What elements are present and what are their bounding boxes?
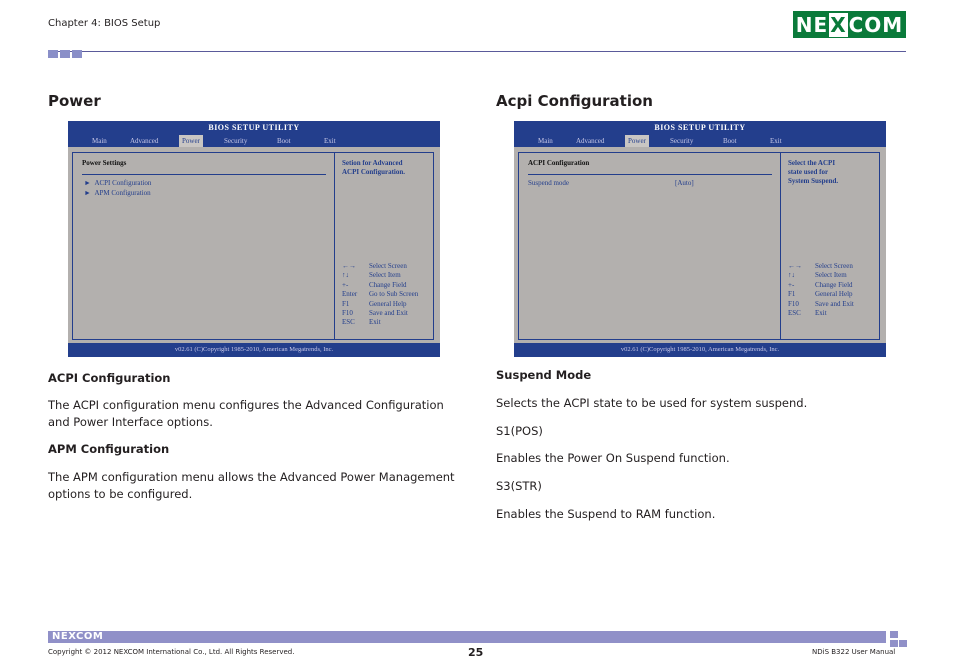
bios-menu-exit[interactable]: Exit: [770, 137, 782, 145]
paragraph-s1: S1(POS): [496, 424, 543, 438]
footer-logo: NEXCOM: [52, 631, 104, 642]
bios-menu-security[interactable]: Security: [224, 137, 248, 145]
bios-menu-power[interactable]: Power: [625, 135, 649, 147]
bios-key-row: ESC Exit: [788, 309, 827, 318]
bios-footer: v02.61 (C)Copyright 1985-2010, American Megatrends, Inc.: [68, 343, 440, 357]
bios-arrow-icon: ►: [84, 179, 91, 187]
bios-menu: [514, 135, 886, 147]
bios-setting-label[interactable]: Suspend mode: [528, 179, 570, 187]
footer-block: [899, 640, 907, 647]
bios-screen-power: [68, 121, 440, 357]
bios-menu-security[interactable]: Security: [670, 137, 694, 145]
section-title-acpi: Acpi Configuration: [496, 92, 653, 110]
bios-item-apm[interactable]: ► APM Configuration: [84, 189, 151, 197]
page-number: 25: [468, 646, 484, 659]
bios-arrow-icon: ►: [84, 189, 91, 197]
section-title-power: Power: [48, 92, 101, 110]
bios-key-row: +- Change Field: [342, 280, 407, 289]
bios-menu-main[interactable]: Main: [92, 137, 107, 145]
bios-help-text: Setion for Advanced ACPI Configuration.: [342, 159, 406, 176]
header-rule: [48, 51, 906, 52]
bios-screen-acpi: [514, 121, 886, 357]
bios-panel-heading: ACPI Configuration: [528, 159, 590, 167]
footer-block: [890, 631, 898, 638]
paragraph-acpi-configuration: The ACPI configuration menu configures the Advanced Configuration and Power Interface options.: [48, 398, 444, 429]
heading-apm-configuration: APM Configuration: [48, 442, 170, 456]
bios-setting-value[interactable]: [Auto]: [675, 179, 694, 187]
nexcom-logo: NE X COM: [793, 11, 906, 38]
bios-key-row: F1 General Help: [342, 299, 407, 308]
bios-menu-exit[interactable]: Exit: [324, 137, 336, 145]
bios-key-row: ↑↓ Select Item: [788, 271, 847, 280]
bios-menu: [68, 135, 440, 147]
bios-key-row: ←→ Select Screen: [342, 262, 407, 270]
bios-key-legend: [788, 262, 854, 318]
bios-menu-boot[interactable]: Boot: [277, 137, 291, 145]
bios-menu-boot[interactable]: Boot: [723, 137, 737, 145]
bios-item-acpi[interactable]: ► ACPI Configuration: [84, 179, 152, 187]
bios-key-row: ↑↓ Select Item: [342, 271, 401, 280]
bios-heading-rule: [82, 174, 326, 175]
heading-acpi-configuration: ACPI Configuration: [48, 371, 171, 385]
copyright-text: Copyright © 2012 NEXCOM International Co., Ltd. All Rights Reserved.: [48, 648, 295, 656]
bios-menu-main[interactable]: Main: [538, 137, 553, 145]
bios-title: BIOS SETUP UTILITY: [208, 123, 300, 132]
paragraph-suspend-desc: Selects the ACPI state to be used for system suspend.: [496, 396, 808, 410]
paragraph-s3-desc: Enables the Suspend to RAM function.: [496, 507, 716, 521]
paragraph-apm-configuration: The APM configuration menu allows the Advanced Power Management options to be configured.: [48, 470, 455, 501]
footer-block: [890, 640, 898, 647]
bios-help-text: Select the ACPI state used for System Suspend.: [788, 159, 839, 185]
paragraph-s3: S3(STR): [496, 479, 542, 493]
bios-panel-divider: [780, 152, 781, 340]
bios-key-row: F1 General Help: [788, 290, 853, 299]
bios-key-row: F10 Save and Exit: [788, 299, 854, 308]
bios-menu-advanced[interactable]: Advanced: [576, 137, 605, 145]
bios-key-legend: [342, 262, 418, 328]
header-blocks: [48, 50, 82, 58]
bios-menu-power[interactable]: Power: [179, 135, 203, 147]
bios-title: BIOS SETUP UTILITY: [654, 123, 746, 132]
bios-key-row: F10 Save and Exit: [342, 309, 408, 318]
bios-menu-advanced[interactable]: Advanced: [130, 137, 159, 145]
bios-key-row: ←→ Select Screen: [788, 262, 853, 270]
bios-key-row: +- Change Field: [788, 280, 853, 289]
manual-name: NDiS B322 User Manual: [812, 648, 896, 656]
bios-key-row: Enter Go to Sub Screen: [342, 290, 419, 299]
heading-suspend-mode: Suspend Mode: [496, 368, 592, 382]
bios-panel-heading: Power Settings: [82, 159, 127, 167]
chapter-label: Chapter 4: BIOS Setup: [48, 18, 161, 29]
bios-key-row: ESC Exit: [342, 318, 381, 327]
paragraph-s1-desc: Enables the Power On Suspend function.: [496, 451, 730, 465]
bios-footer: v02.61 (C)Copyright 1985-2010, American Megatrends, Inc.: [514, 343, 886, 357]
footer-bar: [48, 631, 886, 643]
bios-panel-divider: [334, 152, 335, 340]
bios-heading-rule: [528, 174, 772, 175]
